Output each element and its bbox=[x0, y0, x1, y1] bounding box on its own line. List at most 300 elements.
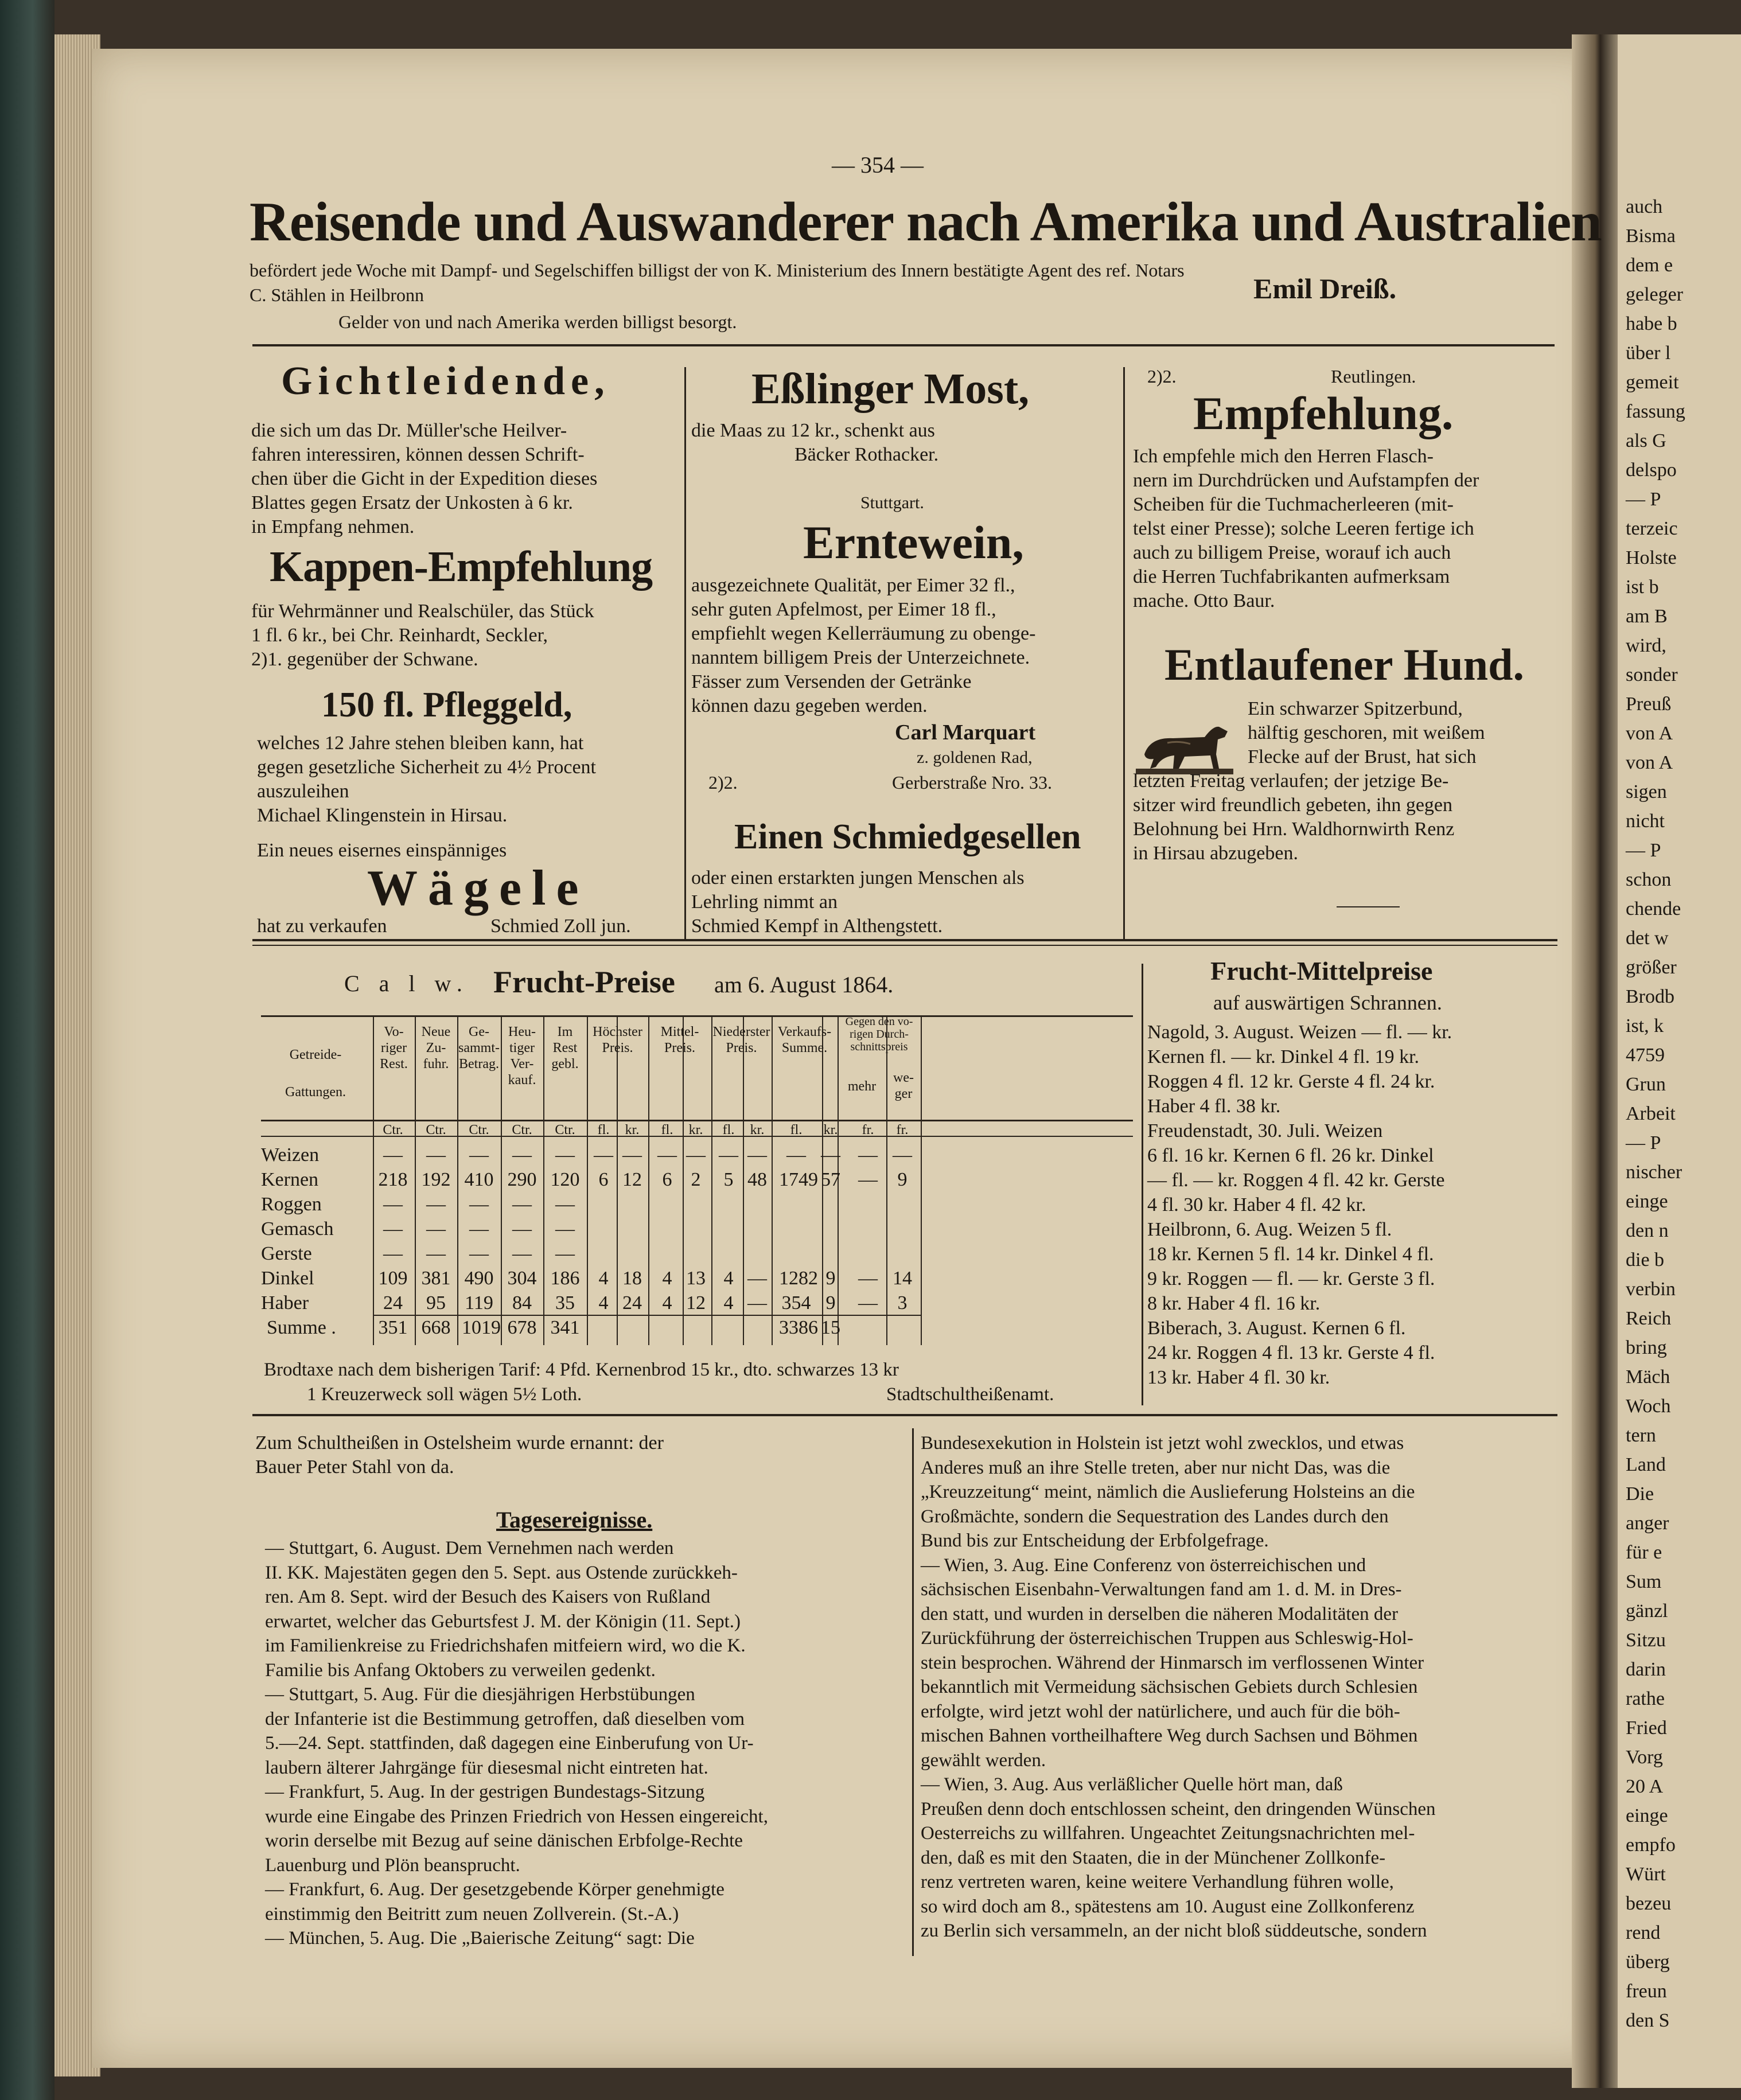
news-line: 5.—24. Sept. stattfinden, daß dagegen eine Einberufung von Ur- bbox=[265, 1733, 754, 1754]
text-line: welches 12 Jahre stehen bleiben kann, hat bbox=[257, 733, 584, 754]
empfehlung-place: Reutlingen. bbox=[1331, 366, 1416, 387]
next-page-word: Woch bbox=[1626, 1396, 1671, 1417]
table-header-column: Vo- riger Rest. bbox=[380, 1024, 408, 1072]
table-cell: — bbox=[512, 1243, 532, 1264]
table-cell: 1019 bbox=[462, 1317, 501, 1338]
table-header-gattung: Getreide- bbox=[289, 1047, 342, 1062]
text-line: Lehrling nimmt an bbox=[691, 891, 838, 913]
news-line: — Wien, 3. Aug. Aus verläßlicher Quelle hört man, daß bbox=[921, 1774, 1343, 1795]
text-line: Scheiben für die Tuchmacherleeren (mit- bbox=[1133, 494, 1454, 515]
next-page-word: als G bbox=[1626, 430, 1666, 451]
table-unit-label: fl. bbox=[661, 1123, 673, 1137]
erntewein-sig-street: Gerberstraße Nro. 33. bbox=[892, 772, 1052, 793]
next-page-word: auch bbox=[1626, 196, 1663, 217]
erntewein-sig-address: z. goldenen Rad, bbox=[917, 748, 1033, 767]
news-line: — Stuttgart, 6. August. Dem Vernehmen nach werden bbox=[265, 1538, 674, 1559]
next-page-word: überg bbox=[1626, 1951, 1670, 1973]
text-line: letzten Freitag verlaufen; der jetzige Be- bbox=[1133, 770, 1449, 792]
text-line: in Hirsau abzugeben. bbox=[1133, 843, 1298, 864]
table-cell: 84 bbox=[512, 1292, 532, 1314]
next-page-word: — P bbox=[1626, 840, 1661, 861]
empfehlung-ref: 2)2. bbox=[1147, 366, 1177, 387]
mittelpreise-line: — fl. — kr. Roggen 4 fl. 42 kr. Gerste bbox=[1147, 1170, 1445, 1191]
news-line: der Infanterie ist die Bestimmung getroffen, daß dieselben vom bbox=[265, 1708, 745, 1729]
erntewein-signature: Carl Marquart bbox=[895, 720, 1036, 745]
table-cell: — bbox=[747, 1292, 767, 1314]
emigration-ad-line2: C. Stählen in Heilbronn bbox=[250, 285, 424, 305]
table-cell: 9 bbox=[825, 1292, 836, 1314]
next-page-word: freun bbox=[1626, 1981, 1667, 2002]
mittelpreise-line: 9 kr. Roggen — fl. — kr. Gerste 3 fl. bbox=[1147, 1268, 1435, 1289]
table-cell: 12 bbox=[622, 1169, 642, 1190]
mittelpreise-title: Frucht-Mittelpreise bbox=[1210, 956, 1433, 985]
text-line: Bäcker Rothacker. bbox=[794, 444, 939, 465]
next-page-word: sonder bbox=[1626, 664, 1678, 685]
hund-ad-text-a bbox=[1248, 697, 1485, 769]
table-cell: 18 bbox=[622, 1268, 642, 1289]
schmied-ad-text bbox=[691, 866, 1025, 938]
table-cell: 15 bbox=[821, 1317, 840, 1338]
next-page-word: den n bbox=[1626, 1220, 1669, 1241]
erntewein-ad-text bbox=[691, 574, 1035, 718]
table-row-label: Summe . bbox=[267, 1317, 336, 1338]
table-cell: — bbox=[555, 1243, 575, 1264]
table-unit-label: fl. bbox=[790, 1123, 803, 1137]
news-line: renz vertreten waren, keine weitere Verhandlung führen wolle, bbox=[921, 1872, 1394, 1892]
table-cell: 4 bbox=[598, 1292, 609, 1314]
next-page-word: anger bbox=[1626, 1513, 1669, 1534]
mittelpreise-line: 18 kr. Kernen 5 fl. 14 kr. Dinkel 4 fl. bbox=[1147, 1244, 1434, 1265]
table-cell: 4 bbox=[723, 1292, 734, 1314]
news-line: Bund bis zur Entscheidung der Erbfolgefrage. bbox=[921, 1530, 1269, 1551]
column-separator bbox=[912, 1428, 914, 1956]
table-cell: 4 bbox=[723, 1268, 734, 1289]
table-cell: — bbox=[469, 1194, 489, 1215]
next-page-word: dem e bbox=[1626, 255, 1673, 276]
prices-date: am 6. August 1864. bbox=[714, 972, 894, 998]
hund-ad-title: Entlaufener Hund. bbox=[1164, 640, 1525, 689]
table-cell: — bbox=[383, 1144, 403, 1166]
erntewein-ad-title: Erntewein, bbox=[803, 516, 1024, 568]
table-cell: 57 bbox=[821, 1169, 840, 1190]
next-page-word: über l bbox=[1626, 342, 1671, 364]
next-page-word: am B bbox=[1626, 606, 1668, 627]
news-line: den statt, und wurden in derselben die näheren Modalitäten der bbox=[921, 1603, 1399, 1624]
mittelpreise-list bbox=[1147, 1020, 1452, 1390]
kappen-ad-title: Kappen-Empfehlung bbox=[270, 543, 653, 591]
mittelpreise-line: Biberach, 3. August. Kernen 6 fl. bbox=[1147, 1318, 1406, 1339]
table-unit-label: Ctr. bbox=[512, 1123, 532, 1137]
next-page-word: terzeic bbox=[1626, 518, 1678, 539]
table-row-label: Weizen bbox=[261, 1144, 320, 1166]
table-rule bbox=[261, 1120, 1133, 1121]
book-gutter bbox=[1572, 34, 1623, 2088]
schmied-ad-title: Einen Schmiedgesellen bbox=[734, 817, 1081, 856]
text-line: die Herren Tuchfabrikanten aufmerksam bbox=[1133, 566, 1450, 587]
news-line: mischen Bahnen vortheilhaftere Weg durch Sachsen und Böhmen bbox=[921, 1725, 1418, 1746]
most-ad-text bbox=[691, 419, 938, 467]
mittelpreise-line: 13 kr. Haber 4 fl. 30 kr. bbox=[1147, 1367, 1330, 1388]
table-cell: — bbox=[555, 1194, 575, 1215]
table-unit-label: fr. bbox=[862, 1123, 874, 1137]
table-cell: 186 bbox=[550, 1268, 580, 1289]
gicht-ad-text bbox=[251, 419, 597, 539]
table-cell: — bbox=[821, 1144, 840, 1166]
table-cell: 4 bbox=[662, 1268, 672, 1289]
table-row-label: Gemasch bbox=[261, 1218, 334, 1240]
next-page-word: ist, k bbox=[1626, 1015, 1664, 1037]
table-cell: — bbox=[893, 1144, 912, 1166]
table-row-label: Dinkel bbox=[261, 1268, 314, 1289]
table-header-column: Mittel- Preis. bbox=[660, 1024, 699, 1055]
table-cell: 14 bbox=[893, 1268, 912, 1289]
table-cell: — bbox=[383, 1218, 403, 1240]
next-page-word: rathe bbox=[1626, 1688, 1665, 1709]
news-line: Oesterreichs zu willfahren. Ungeachtet Zeitungsnachrichten mel- bbox=[921, 1823, 1415, 1844]
table-unit-label: kr. bbox=[688, 1123, 703, 1137]
table-cell: — bbox=[426, 1243, 446, 1264]
table-cell: 6 bbox=[598, 1169, 609, 1190]
next-page-word: habe b bbox=[1626, 313, 1677, 334]
next-page-word: Arbeit bbox=[1626, 1103, 1676, 1124]
next-page-word: schon bbox=[1626, 869, 1672, 890]
table-cell: — bbox=[555, 1144, 575, 1166]
emigration-agent-name: Emil Dreiß. bbox=[1253, 272, 1397, 305]
next-page-word: Land bbox=[1626, 1454, 1666, 1475]
waegele-ad-right: Schmied Zoll jun. bbox=[490, 915, 631, 937]
table-cell: 9 bbox=[897, 1169, 907, 1190]
column-separator bbox=[1142, 964, 1143, 1405]
next-page-word: Grun bbox=[1626, 1074, 1666, 1095]
next-page-word: Preuß bbox=[1626, 693, 1672, 715]
next-page-word: tern bbox=[1626, 1425, 1656, 1446]
table-cell: 6 bbox=[662, 1169, 672, 1190]
news-line: sächsischen Eisenbahn-Verwaltungen fand am 1. d. M. in Dres- bbox=[921, 1579, 1402, 1600]
next-page-word: chende bbox=[1626, 898, 1681, 920]
table-cell: 1749 bbox=[779, 1169, 818, 1190]
text-line: Blattes gegen Ersatz der Unkosten à 6 kr. bbox=[251, 492, 573, 513]
news-line: Bundesexekution in Holstein ist jetzt wohl zwecklos, und etwas bbox=[921, 1433, 1404, 1454]
text-line: Bauer Peter Stahl von da. bbox=[255, 1456, 454, 1478]
table-cell: — bbox=[719, 1144, 738, 1166]
prices-title: Frucht-Preise bbox=[493, 965, 675, 999]
table-unit-label: Ctr. bbox=[383, 1123, 403, 1137]
text-line: in Empfang nehmen. bbox=[251, 516, 415, 537]
news-line: Anderes muß an ihre Stelle treten, aber nur nicht Das, was die bbox=[921, 1457, 1391, 1478]
mittelpreise-line: Haber 4 fl. 38 kr. bbox=[1147, 1096, 1281, 1117]
table-cell: — bbox=[858, 1292, 878, 1314]
table-cell: 13 bbox=[686, 1268, 706, 1289]
next-page-word: nicht bbox=[1626, 811, 1665, 832]
news-line: Großmächte, sondern die Sequestration des Landes durch den bbox=[921, 1506, 1389, 1527]
section-rule bbox=[252, 1414, 1557, 1416]
section-rule bbox=[252, 939, 1557, 941]
next-page-word: bring bbox=[1626, 1337, 1667, 1358]
text-line: fahren interessiren, können dessen Schrift- bbox=[251, 444, 585, 465]
text-line: die sich um das Dr. Müller'sche Heilver- bbox=[251, 420, 567, 441]
table-header-column: Höchster Preis. bbox=[593, 1024, 642, 1055]
table-cell: 341 bbox=[550, 1317, 580, 1338]
table-cell: — bbox=[786, 1144, 806, 1166]
news-line: — München, 5. Aug. Die „Baierische Zeitung“ sagt: Die bbox=[265, 1928, 695, 1949]
table-cell: — bbox=[858, 1144, 878, 1166]
news-line: Preußen denn doch entschlossen scheint, den dringenden Wünschen bbox=[921, 1798, 1436, 1820]
news-line: einstimmig den Beitritt zum neuen Zollverein. (St.-A.) bbox=[265, 1903, 679, 1924]
text-line: 1 fl. 6 kr., bei Chr. Reinhardt, Seckler, bbox=[251, 625, 548, 646]
table-cell: — bbox=[426, 1218, 446, 1240]
table-cell: — bbox=[512, 1144, 532, 1166]
next-page-word: empfo bbox=[1626, 1834, 1676, 1856]
text-line: Flecke auf der Brust, hat sich bbox=[1248, 746, 1477, 767]
text-line: die Maas zu 12 kr., schenkt aus bbox=[691, 420, 935, 441]
table-cell: 109 bbox=[378, 1268, 408, 1289]
next-page-word: det w bbox=[1626, 928, 1669, 949]
table-cell: — bbox=[426, 1194, 446, 1215]
brodtaxe-line2: 1 Kreuzerweck soll wägen 5½ Loth. bbox=[307, 1384, 582, 1405]
text-line: Ich empfehle mich den Herren Flasch- bbox=[1133, 446, 1434, 467]
mittelpreise-line: Freudenstadt, 30. Juli. Weizen bbox=[1147, 1120, 1383, 1141]
end-rule bbox=[1337, 906, 1400, 907]
news-line: erwartet, welcher das Geburtsfest J. M. der Königin (11. Sept.) bbox=[265, 1611, 741, 1632]
table-header-column: Im Rest gebl. bbox=[551, 1024, 579, 1072]
table-cell: 668 bbox=[421, 1317, 451, 1338]
text-line: sehr guten Apfelmost, per Eimer 18 fl., bbox=[691, 599, 996, 620]
news-appointment bbox=[255, 1431, 664, 1479]
next-page-word: gänzl bbox=[1626, 1600, 1668, 1622]
next-page-word: Sum bbox=[1626, 1571, 1662, 1592]
table-cell: — bbox=[858, 1268, 878, 1289]
next-page-word: Würt bbox=[1626, 1864, 1666, 1885]
table-cell: 304 bbox=[507, 1268, 537, 1289]
next-page-word: von A bbox=[1626, 752, 1673, 773]
empfehlung-ad-title: Empfehlung. bbox=[1193, 387, 1454, 439]
table-cell: 95 bbox=[426, 1292, 446, 1314]
table-cell: 48 bbox=[747, 1169, 767, 1190]
next-page-word: fassung bbox=[1626, 401, 1685, 422]
table-cell: 4 bbox=[662, 1292, 672, 1314]
next-page-fragment bbox=[1618, 34, 1741, 2088]
table-cell: 119 bbox=[465, 1292, 493, 1314]
text-line: nern im Durchdrücken und Aufstampfen der bbox=[1133, 470, 1479, 491]
erntewein-place: Stuttgart. bbox=[860, 493, 924, 512]
table-unit-label: fl. bbox=[722, 1123, 735, 1137]
table-cell: 354 bbox=[781, 1292, 811, 1314]
emigration-ad-headline: Reisende und Auswanderer nach Amerika und Australien bbox=[250, 191, 1602, 253]
table-cell: — bbox=[622, 1144, 642, 1166]
page-number: — 354 — bbox=[832, 152, 924, 178]
news-line: im Familienkreise zu Friedrichshafen mitfeiern wird, wo die K. bbox=[265, 1635, 746, 1656]
next-page-word: Die bbox=[1626, 1483, 1654, 1505]
news-line: worin derselbe mit Bezug auf seine dänischen Erbfolge-Rechte bbox=[265, 1830, 743, 1851]
brodtaxe-signature: Stadtschultheißenamt. bbox=[886, 1384, 1054, 1405]
text-line: oder einen erstarkten jungen Menschen als bbox=[691, 867, 1025, 889]
news-line: — Frankfurt, 5. Aug. In der gestrigen Bundestags-Sitzung bbox=[265, 1782, 705, 1802]
news-line: so wird doch am 8., spätestens am 10. August eine Zollkonferenz bbox=[921, 1896, 1415, 1917]
table-cell: — bbox=[594, 1144, 613, 1166]
kappen-ad-text bbox=[251, 599, 594, 672]
next-page-word: einge bbox=[1626, 1191, 1668, 1212]
text-line: telst einer Presse); solche Leeren fertige ich bbox=[1133, 518, 1474, 539]
next-page-word: die b bbox=[1626, 1249, 1665, 1271]
section-rule bbox=[252, 945, 1557, 946]
table-header-column: Niederster Preis. bbox=[712, 1024, 770, 1055]
next-page-word: Vorg bbox=[1626, 1747, 1663, 1768]
next-page-word: Bisma bbox=[1626, 225, 1676, 247]
table-cell: — bbox=[686, 1144, 706, 1166]
erntewein-ref: 2)2. bbox=[708, 772, 738, 793]
table-unit-label: Ctr. bbox=[469, 1123, 489, 1137]
table-unit-label: kr. bbox=[823, 1123, 838, 1137]
table-unit-label: fl. bbox=[597, 1123, 610, 1137]
table-cell: 5 bbox=[723, 1169, 734, 1190]
text-line: Michael Klingenstein in Hirsau. bbox=[257, 805, 508, 826]
text-line: mache. Otto Baur. bbox=[1133, 590, 1275, 611]
table-cell: 3386 bbox=[779, 1317, 818, 1338]
table-row-label: Roggen bbox=[261, 1194, 322, 1215]
column-separator bbox=[1123, 367, 1125, 941]
table-unit-label: Ctr. bbox=[555, 1123, 575, 1137]
mittelpreise-line: Heilbronn, 6. Aug. Weizen 5 fl. bbox=[1147, 1219, 1392, 1240]
text-line: Zum Schultheißen in Ostelsheim wurde ernannt: der bbox=[255, 1432, 664, 1454]
mittelpreise-line: Roggen 4 fl. 12 kr. Gerste 4 fl. 24 kr. bbox=[1147, 1071, 1435, 1092]
text-line: Schmied Kempf in Althengstett. bbox=[691, 915, 943, 937]
mittelpreise-line: 24 kr. Roggen 4 fl. 13 kr. Gerste 4 fl. bbox=[1147, 1342, 1435, 1363]
pflegeld-ad-title: 150 fl. Pfleggeld, bbox=[321, 685, 572, 724]
table-cell: — bbox=[747, 1268, 767, 1289]
table-header-column: Ge- sammt- Betrag. bbox=[458, 1024, 500, 1072]
next-page-word: delspo bbox=[1626, 459, 1677, 481]
mittelpreise-line: 8 kr. Haber 4 fl. 16 kr. bbox=[1147, 1293, 1321, 1314]
table-rule bbox=[373, 1315, 921, 1316]
gicht-ad-title: Gichtleidende, bbox=[281, 359, 610, 403]
news-line: laubern älterer Jahrgänge für diesesmal nicht eintreten hat. bbox=[265, 1757, 708, 1778]
next-page-word: verbin bbox=[1626, 1279, 1676, 1300]
next-page-word: einge bbox=[1626, 1805, 1668, 1826]
text-line: können dazu gegeben werden. bbox=[691, 695, 928, 716]
next-page-word: — P bbox=[1626, 489, 1661, 510]
table-unit-label: Ctr. bbox=[426, 1123, 446, 1137]
table-cell: 678 bbox=[507, 1317, 537, 1338]
table-cell: 351 bbox=[378, 1317, 408, 1338]
table-cell: — bbox=[469, 1144, 489, 1166]
news-line: den, daß es mit den Staaten, die in der Münchener Zollkonfe- bbox=[921, 1847, 1386, 1868]
next-page-word: den S bbox=[1626, 2010, 1670, 2031]
table-cell: — bbox=[426, 1144, 446, 1166]
next-page-word: geleger bbox=[1626, 284, 1684, 305]
table-cell: 218 bbox=[378, 1169, 408, 1190]
news-line: — Frankfurt, 6. Aug. Der gesetzgebende Körper genehmigte bbox=[265, 1879, 725, 1900]
most-ad-title: Eßlinger Most, bbox=[751, 365, 1030, 413]
table-cell: 290 bbox=[507, 1169, 537, 1190]
table-row-label: Gerste bbox=[261, 1243, 312, 1264]
next-page-word: 4759 bbox=[1626, 1045, 1665, 1066]
table-header-mehr: mehr bbox=[847, 1079, 877, 1094]
divider-rule bbox=[252, 344, 1555, 346]
emigration-ad-line1: befördert jede Woche mit Dampf- und Segelschiffen billigst der von K. Ministerium des Innern bestätigte Agent des ref. Notars bbox=[250, 260, 1185, 280]
brodtaxe-line1: Brodtaxe nach dem bisherigen Tarif: 4 Pfd. Kernenbrod 15 kr., dto. schwarzes 13 kr bbox=[264, 1359, 899, 1380]
text-line: Ein schwarzer Spitzerbund, bbox=[1248, 698, 1463, 719]
next-page-word: Sitzu bbox=[1626, 1630, 1666, 1651]
table-header-gattung: Gattungen. bbox=[285, 1085, 346, 1100]
pflegeld-ad-text bbox=[257, 731, 596, 828]
next-page-word: für e bbox=[1626, 1542, 1662, 1563]
table-unit-label: kr. bbox=[625, 1123, 640, 1137]
book-binding bbox=[0, 0, 54, 2100]
empfehlung-ad-text bbox=[1133, 445, 1479, 613]
news-line: Zurückführung der österreichischen Truppen aus Schleswig-Hol- bbox=[921, 1628, 1413, 1649]
waegele-ad-title: Wägele bbox=[367, 860, 589, 916]
next-page-word: Fried bbox=[1626, 1717, 1667, 1739]
news-line: ren. Am 8. Sept. wird der Besuch des Kaisers von Rußland bbox=[265, 1587, 711, 1607]
table-unit-label: kr. bbox=[750, 1123, 765, 1137]
news-line: — Wien, 3. Aug. Eine Conferenz von österreichischen und bbox=[921, 1554, 1366, 1576]
table-cell: 24 bbox=[383, 1292, 403, 1314]
news-line: erfolgte, wird jetzt wohl der natürlichere, und auch für die böh- bbox=[921, 1701, 1400, 1722]
news-line: Lauenburg und Plön beansprucht. bbox=[265, 1854, 520, 1876]
table-header-column: Gegen den vo- rigen Durch- schnittspreis bbox=[845, 1015, 913, 1053]
waegele-ad-left: hat zu verkaufen bbox=[257, 915, 387, 937]
next-page-word: rend bbox=[1626, 1922, 1661, 1943]
table-cell: 192 bbox=[421, 1169, 451, 1190]
news-line: zu Berlin sich versammeln, an der nicht bloß süddeutsche, sondern bbox=[921, 1920, 1427, 1941]
next-page-word: — P bbox=[1626, 1132, 1661, 1154]
text-line: chen über die Gicht in der Expedition dieses bbox=[251, 468, 598, 489]
news-line: wurde eine Eingabe des Prinzen Friedrich von Hessen eingereicht, bbox=[265, 1806, 768, 1827]
table-cell: 410 bbox=[464, 1169, 494, 1190]
mittelpreise-subtitle: auf auswärtigen Schrannen. bbox=[1213, 991, 1442, 1014]
text-line: sitzer wird freundlich gebeten, ihn gegen bbox=[1133, 794, 1453, 816]
news-line: II. KK. Majestäten gegen den 5. Sept. aus Ostende zurückkeh- bbox=[265, 1562, 738, 1583]
hund-ad-text-b bbox=[1133, 769, 1454, 866]
news-line: gewählt werden. bbox=[921, 1750, 1046, 1771]
table-cell: — bbox=[383, 1243, 403, 1264]
table-cell: 4 bbox=[598, 1268, 609, 1289]
next-page-word: gemeit bbox=[1626, 372, 1679, 393]
table-cell: — bbox=[469, 1243, 489, 1264]
table-cell: 1282 bbox=[779, 1268, 818, 1289]
prices-town: C a l w. bbox=[344, 971, 469, 996]
mittelpreise-line: 6 fl. 16 kr. Kernen 6 fl. 26 kr. Dinkel bbox=[1147, 1145, 1434, 1166]
next-page-word: ist b bbox=[1626, 576, 1659, 598]
news-left-column bbox=[265, 1536, 768, 1951]
table-cell: — bbox=[555, 1218, 575, 1240]
table-cell: — bbox=[383, 1194, 403, 1215]
mittelpreise-line: Nagold, 3. August. Weizen — fl. — kr. bbox=[1147, 1022, 1452, 1043]
news-line: Familie bis Anfang Oktobers zu verweilen gedenkt. bbox=[265, 1659, 656, 1681]
next-page-word: Mäch bbox=[1626, 1366, 1670, 1388]
table-cell: 3 bbox=[897, 1292, 907, 1314]
news-line: — Stuttgart, 5. Aug. Für die diesjährigen Herbstübungen bbox=[265, 1684, 695, 1705]
news-right-column bbox=[921, 1431, 1436, 1943]
table-header-column: Neue Zu- fuhr. bbox=[421, 1024, 451, 1072]
next-page-word: sigen bbox=[1626, 781, 1667, 802]
text-line: ausgezeichnete Qualität, per Eimer 32 fl., bbox=[691, 575, 1015, 596]
next-page-word: wird, bbox=[1626, 635, 1666, 656]
table-cell: — bbox=[512, 1194, 532, 1215]
table-rule bbox=[261, 1015, 1133, 1017]
table-cell: — bbox=[512, 1218, 532, 1240]
table-cell: 2 bbox=[691, 1169, 701, 1190]
mittelpreise-line: Kernen fl. — kr. Dinkel 4 fl. 19 kr. bbox=[1147, 1046, 1420, 1067]
table-cell: — bbox=[858, 1169, 878, 1190]
news-section-title: Tagesereignisse. bbox=[496, 1507, 653, 1533]
table-cell: — bbox=[747, 1144, 767, 1166]
text-line: Fässer zum Versenden der Getränke bbox=[691, 671, 972, 692]
grain-price-table bbox=[261, 1015, 1133, 1345]
column-separator bbox=[684, 367, 686, 941]
next-page-word: Holste bbox=[1626, 547, 1677, 568]
waegele-ad-intro: Ein neues eisernes einspänniges bbox=[257, 840, 507, 861]
